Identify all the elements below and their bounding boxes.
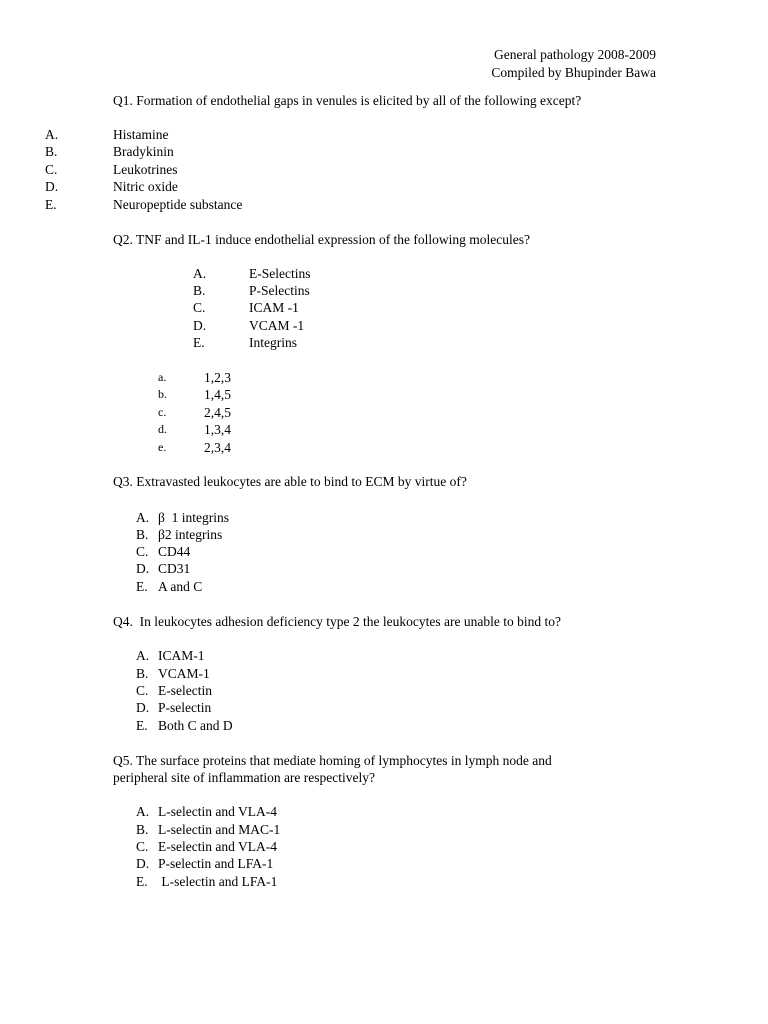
option-text: L-selectin and MAC-1 — [158, 822, 281, 837]
option-letter: B. — [136, 822, 149, 837]
option-text: CD31 — [158, 561, 191, 576]
option-text: A and C — [158, 579, 203, 594]
option-text: L-selectin and LFA-1 — [158, 874, 278, 889]
choice-letter: b. — [158, 387, 167, 401]
option-text: Both C and D — [158, 718, 233, 733]
option-text: ICAM-1 — [158, 648, 205, 663]
option-text: β 1 integrins — [158, 510, 229, 525]
option-letter: E. — [136, 579, 148, 594]
option-letter: C. — [45, 162, 58, 177]
option-text: L-selectin and VLA-4 — [158, 804, 277, 819]
choice-letter: e. — [158, 440, 167, 454]
question-2-text: Q2. TNF and IL-1 induce endothelial expression of the following molecules? — [113, 232, 531, 247]
question-5-text-line2: peripheral site of inflammation are respectively? — [113, 770, 376, 785]
option-letter: A. — [136, 648, 150, 663]
option-text: E-Selectins — [249, 266, 311, 281]
option-letter: C. — [136, 839, 149, 854]
question-1-text: Q1. Formation of endothelial gaps in venules is elicited by all of the following except? — [113, 93, 582, 108]
option-letter: D. — [45, 179, 59, 194]
question-3-text: Q3. Extravasted leukocytes are able to bind to ECM by virtue of? — [113, 474, 467, 489]
choice-letter: d. — [158, 422, 167, 436]
option-letter: A. — [45, 127, 59, 142]
choice-text: 1,3,4 — [204, 422, 231, 437]
option-letter: B. — [45, 144, 58, 159]
option-text: Integrins — [249, 335, 297, 350]
option-text: ICAM -1 — [249, 300, 299, 315]
choice-text: 2,4,5 — [204, 405, 231, 420]
option-text: P-Selectins — [249, 283, 310, 298]
choice-letter: c. — [158, 405, 167, 419]
option-text: P-selectin and LFA-1 — [158, 856, 274, 871]
question-4-text: Q4. In leukocytes adhesion deficiency type 2 the leukocytes are unable to bind to? — [113, 614, 561, 629]
option-text: Nitric oxide — [113, 179, 178, 194]
option-text: Leukotrines — [113, 162, 178, 177]
option-letter: C. — [136, 683, 149, 698]
option-text: VCAM-1 — [158, 666, 210, 681]
option-letter: B. — [193, 283, 206, 298]
choice-letter: a. — [158, 370, 167, 384]
option-letter: E. — [193, 335, 205, 350]
header-compiler: Compiled by Bhupinder Bawa — [491, 65, 656, 80]
option-text: Histamine — [113, 127, 169, 142]
option-text: E-selectin — [158, 683, 212, 698]
option-letter: E. — [136, 874, 148, 889]
option-letter: A. — [193, 266, 207, 281]
option-letter: B. — [136, 666, 149, 681]
option-text: CD44 — [158, 544, 191, 559]
option-letter: D. — [136, 561, 150, 576]
option-text: Neuropeptide substance — [113, 197, 243, 212]
question-5-text-line1: Q5. The surface proteins that mediate homing of lymphocytes in lymph node and — [113, 753, 552, 768]
header-course: General pathology 2008-2009 — [494, 47, 656, 62]
choice-text: 1,4,5 — [204, 387, 231, 402]
choice-text: 2,3,4 — [204, 440, 231, 455]
option-letter: A. — [136, 510, 150, 525]
option-letter: D. — [136, 856, 150, 871]
option-text: P-selectin — [158, 700, 212, 715]
option-letter: A. — [136, 804, 150, 819]
option-letter: D. — [136, 700, 150, 715]
option-letter: B. — [136, 527, 149, 542]
option-text: E-selectin and VLA-4 — [158, 839, 277, 854]
option-letter: D. — [193, 318, 207, 333]
option-letter: E. — [136, 718, 148, 733]
option-text: VCAM -1 — [249, 318, 305, 333]
choice-text: 1,2,3 — [204, 370, 231, 385]
option-letter: C. — [193, 300, 206, 315]
option-text: β2 integrins — [158, 527, 223, 542]
option-text: Bradykinin — [113, 144, 174, 159]
option-letter: C. — [136, 544, 149, 559]
option-letter: E. — [45, 197, 57, 212]
